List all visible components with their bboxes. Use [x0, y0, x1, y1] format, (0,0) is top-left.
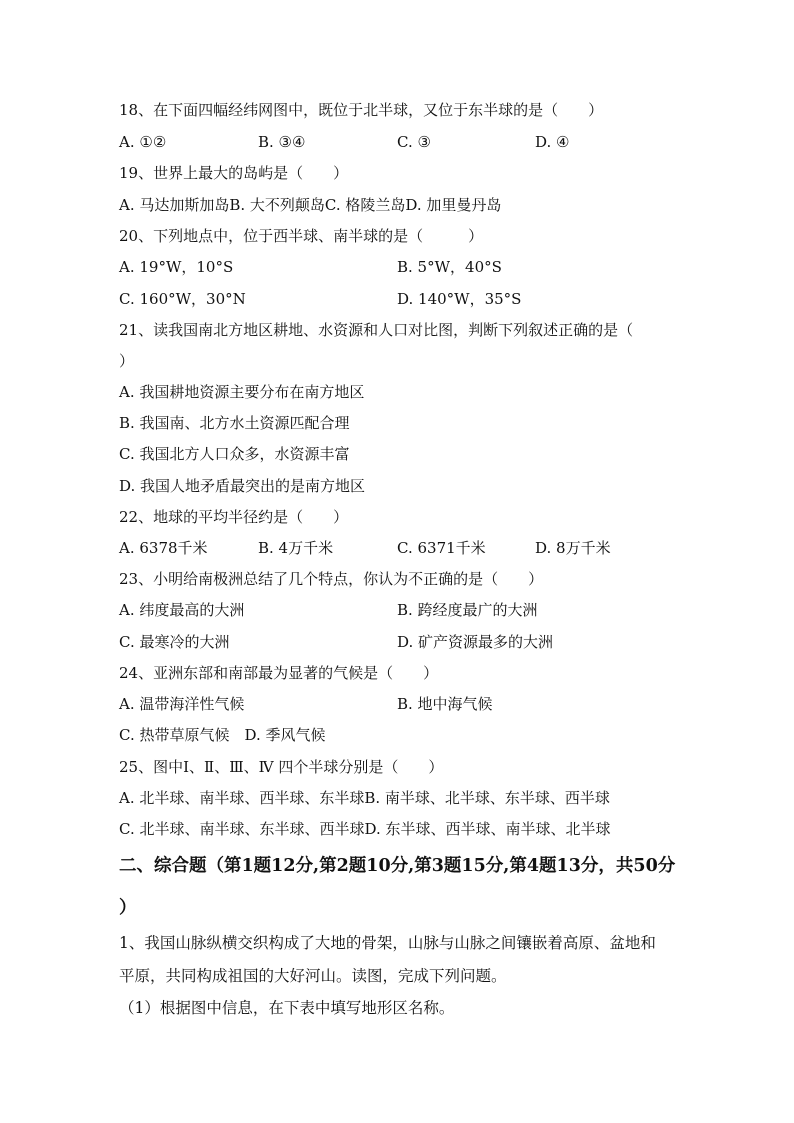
- question-23-stem: 23、小明给南极洲总结了几个特点，你认为不正确的是（ ）: [119, 570, 544, 588]
- question-18-option-d: D. ④: [535, 133, 570, 151]
- question-19-stem: 19、世界上最大的岛屿是（ ）: [119, 164, 349, 182]
- question-21-option-b: B. 我国南、北方水土资源匹配合理: [119, 414, 350, 432]
- question-20-stem: 20、下列地点中，位于西半球、南半球的是（ ）: [119, 227, 484, 245]
- question-25-options-cd: C. 北半球、南半球、东半球、西半球D. 东半球、西半球、南半球、北半球: [119, 820, 611, 838]
- question-24-option-a: A. 温带海洋性气候: [119, 695, 245, 713]
- question-19-options: A. 马达加斯加岛B. 大不列颠岛C. 格陵兰岛D. 加里曼丹岛: [119, 196, 502, 214]
- question-21-stem-cont: ）: [119, 352, 135, 370]
- question-21-option-d: D. 我国人地矛盾最突出的是南方地区: [119, 477, 366, 495]
- question-20-option-b: B. 5°W，40°S: [397, 258, 502, 276]
- question-18-option-c: C. ③: [397, 133, 431, 151]
- section-2-heading: 二、综合题（第1题12分,第2题10分,第3题15分,第4题13分，共50分: [119, 856, 676, 876]
- question-22-stem: 22、地球的平均半径约是（ ）: [119, 508, 349, 526]
- question-21-option-a: A. 我国耕地资源主要分布在南方地区: [119, 383, 365, 401]
- question-20-option-d: D. 140°W，35°S: [397, 290, 522, 308]
- question-24-stem: 24、亚洲东部和南部最为显著的气候是（ ）: [119, 664, 439, 682]
- question-22-option-d: D. 8万千米: [535, 539, 611, 557]
- essay-1-line-2: 平原，共同构成祖国的大好河山。读图，完成下列问题。: [119, 967, 507, 985]
- question-24-option-b: B. 地中海气候: [397, 695, 493, 713]
- essay-1-line-1: 1、我国山脉纵横交织构成了大地的骨架，山脉与山脉之间镶嵌着高原、盆地和: [119, 934, 656, 952]
- question-23-option-b: B. 跨经度最广的大洲: [397, 601, 538, 619]
- question-21-option-c: C. 我国北方人口众多，水资源丰富: [119, 445, 350, 463]
- question-25-options-ab: A. 北半球、南半球、西半球、东半球B. 南半球、北半球、东半球、西半球: [119, 789, 610, 807]
- question-23-option-d: D. 矿产资源最多的大洲: [397, 633, 554, 651]
- question-20-option-a: A. 19°W，10°S: [119, 258, 234, 276]
- section-2-heading-cont: ）: [119, 898, 137, 918]
- question-22-option-a: A. 6378千米: [119, 539, 208, 557]
- question-23-option-a: A. 纬度最高的大洲: [119, 601, 245, 619]
- question-20-option-c: C. 160°W，30°N: [119, 290, 246, 308]
- question-21-stem: 21、读我国南北方地区耕地、水资源和人口对比图，判断下列叙述正确的是（: [119, 321, 634, 339]
- question-18-stem: 18、在下面四幅经纬网图中，既位于北半球，又位于东半球的是（ ）: [119, 101, 604, 119]
- question-22-option-b: B. 4万千米: [258, 539, 334, 557]
- question-23-option-c: C. 最寒冷的大洲: [119, 633, 230, 651]
- essay-1-subquestion-1: （1）根据图中信息，在下表中填写地形区名称。: [119, 999, 455, 1017]
- question-18-option-b: B. ③④: [258, 133, 306, 151]
- question-24-options-cd: C. 热带草原气候 D. 季风气候: [119, 726, 326, 744]
- question-25-stem: 25、图中Ⅰ、Ⅱ、Ⅲ、Ⅳ 四个半球分别是（ ）: [119, 758, 444, 776]
- question-22-option-c: C. 6371千米: [397, 539, 486, 557]
- question-18-option-a: A. ①②: [119, 133, 167, 151]
